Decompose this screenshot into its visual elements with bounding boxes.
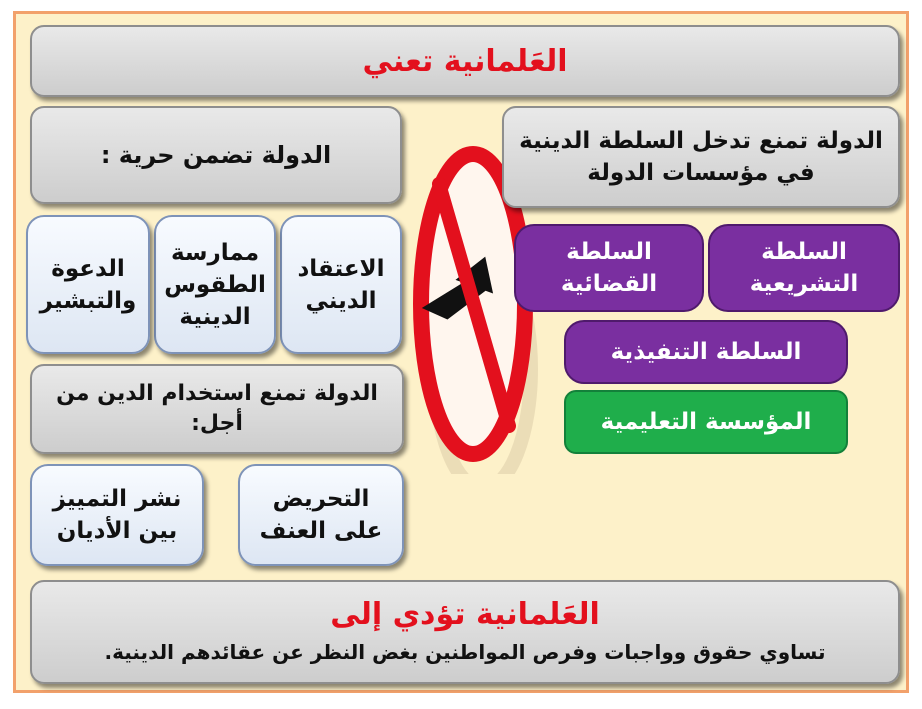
- freedom-heading: الدولة تضمن حرية :: [100, 140, 332, 169]
- authority-executive: السلطة التنفيذية: [564, 320, 848, 384]
- intervention-heading: الدولة تمنع تدخل السلطة الدينية في مؤسسات الدولة: [519, 128, 883, 186]
- prevent-heading: الدولة تمنع استخدام الدين من أجل:: [56, 381, 378, 436]
- prevent-item-discrimination: نشر التمييز بين الأديان: [30, 464, 204, 566]
- footer-box: [30, 580, 900, 684]
- header-title-box: [30, 25, 900, 97]
- educational-institution: المؤسسة التعليمية: [564, 390, 848, 454]
- intervention-heading-box: [502, 106, 900, 208]
- footer-title: العَلمانية تؤدي إلى: [330, 597, 600, 632]
- footer-text: تساوي حقوق وواجبات وفرص المواطنين بغض النظر عن عقائدهم الدينية.: [104, 640, 826, 664]
- freedom-heading-box: [30, 106, 402, 204]
- freedom-item-rituals: ممارسة الطقوس الدينية: [154, 215, 276, 354]
- authority-judicial: السلطة القضائية: [514, 224, 704, 312]
- diagram-frame: [13, 11, 909, 693]
- authority-legislative: السلطة التشريعية: [708, 224, 900, 312]
- freedom-item-preaching: الدعوة والتبشير: [26, 215, 150, 354]
- freedom-item-belief: الاعتقاد الديني: [280, 215, 402, 354]
- header-title: العَلمانية تعني: [362, 43, 568, 79]
- prevent-item-violence: التحريض على العنف: [238, 464, 404, 566]
- prevent-heading-box: [30, 364, 404, 454]
